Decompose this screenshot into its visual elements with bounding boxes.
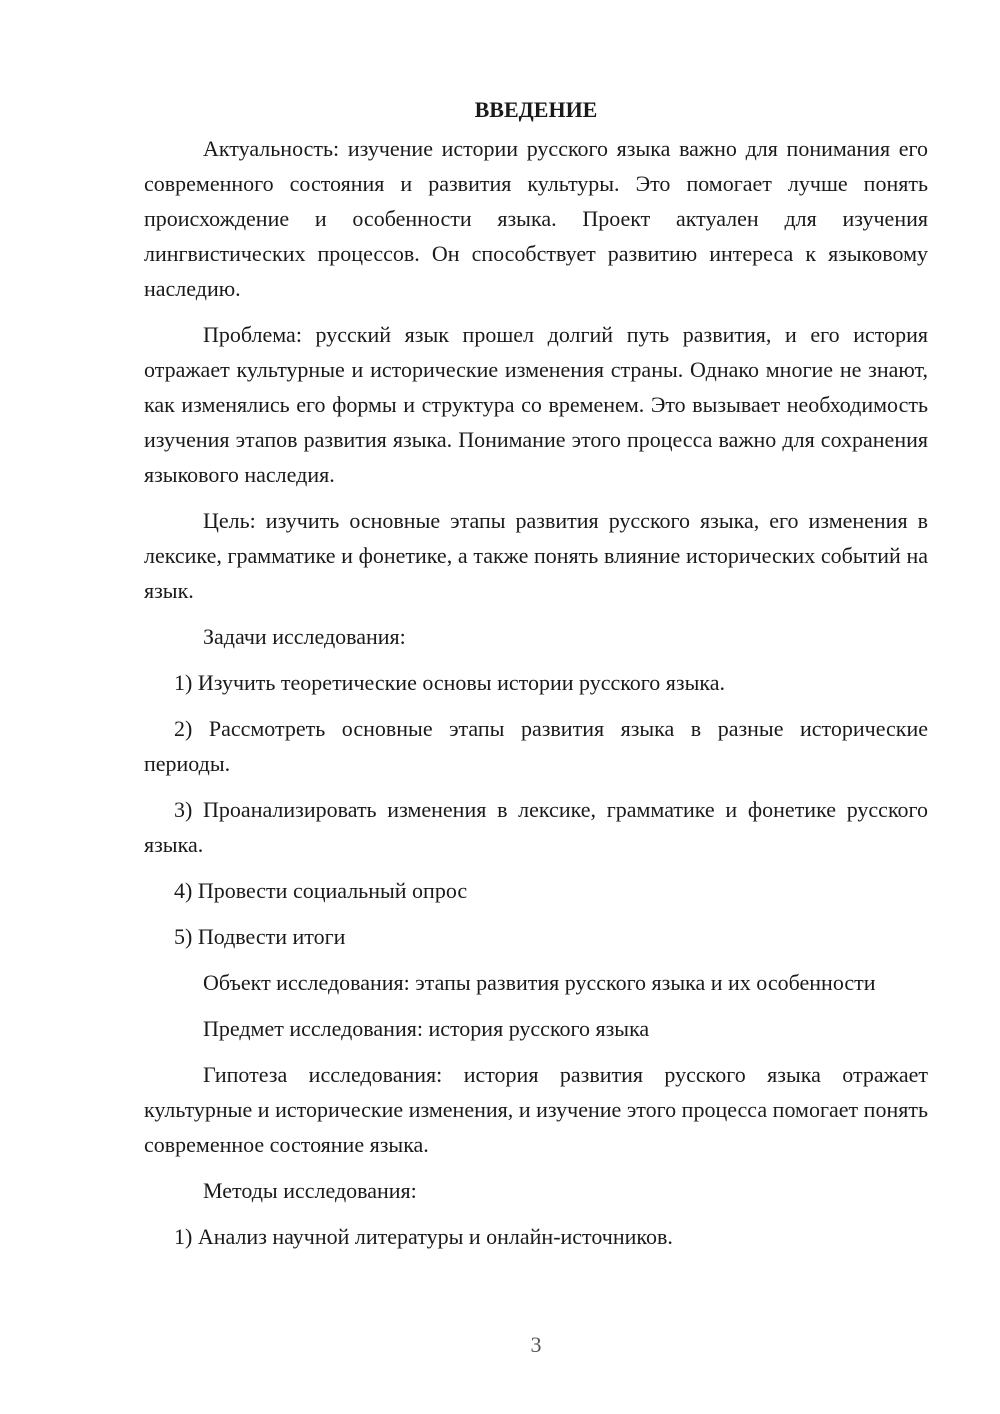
- document-body: [144, 92, 928, 1265]
- paragraph-problem: Проблема: русский язык прошел долгий путь развития, и его история отражает культурные и исторические изменения страны. Однако многие не знают, как изменялись его формы и структура со временем. Это вызывает необходимость изучения этапов развития языка. Понимание этого процесса важно для сохранения языкового наследия.: [144, 322, 928, 487]
- method-item-1: 1) Анализ научной литературы и онлайн-источников.: [174, 1224, 673, 1249]
- task-item-2: 2) Рассмотреть основные этапы развития языка в разные исторические периоды.: [144, 716, 928, 776]
- paragraph-goal: Цель: изучить основные этапы развития русского языка, его изменения в лексике, грамматике и фонетике, а также понять влияние исторических событий на язык.: [144, 508, 928, 603]
- page-number: 3: [530, 1332, 542, 1357]
- task-item-1: 1) Изучить теоретические основы истории русского языка.: [174, 670, 725, 695]
- task-item-5: 5) Подвести итоги: [174, 924, 346, 949]
- page-title: ВВЕДЕНИЕ: [474, 97, 598, 122]
- paragraph-tasks-heading: Задачи исследования:: [203, 624, 406, 649]
- paragraph-object: Объект исследования: этапы развития русского языка и их особенности: [203, 970, 876, 995]
- paragraph-hypothesis: Гипотеза исследования: история развития русского языка отражает культурные и исторические изменения, и изучение этого процесса помогает понять современное состояние языка.: [144, 1062, 928, 1157]
- task-item-4: 4) Провести социальный опрос: [174, 878, 468, 903]
- task-item-3: 3) Проанализировать изменения в лексике, грамматике и фонетике русского языка.: [144, 797, 928, 857]
- paragraph-relevance: Актуальность: изучение истории русского языка важно для понимания его современного состояния и развития культуры. Это помогает лучше понять происхождение и особенности языка. Проект актуален для изучения лингвистических процессов. Он способствует развитию интереса к языковому наследию.: [144, 136, 928, 301]
- paragraph-subject: Предмет исследования: история русского языка: [203, 1016, 650, 1041]
- paragraph-methods-heading: Методы исследования:: [203, 1178, 417, 1203]
